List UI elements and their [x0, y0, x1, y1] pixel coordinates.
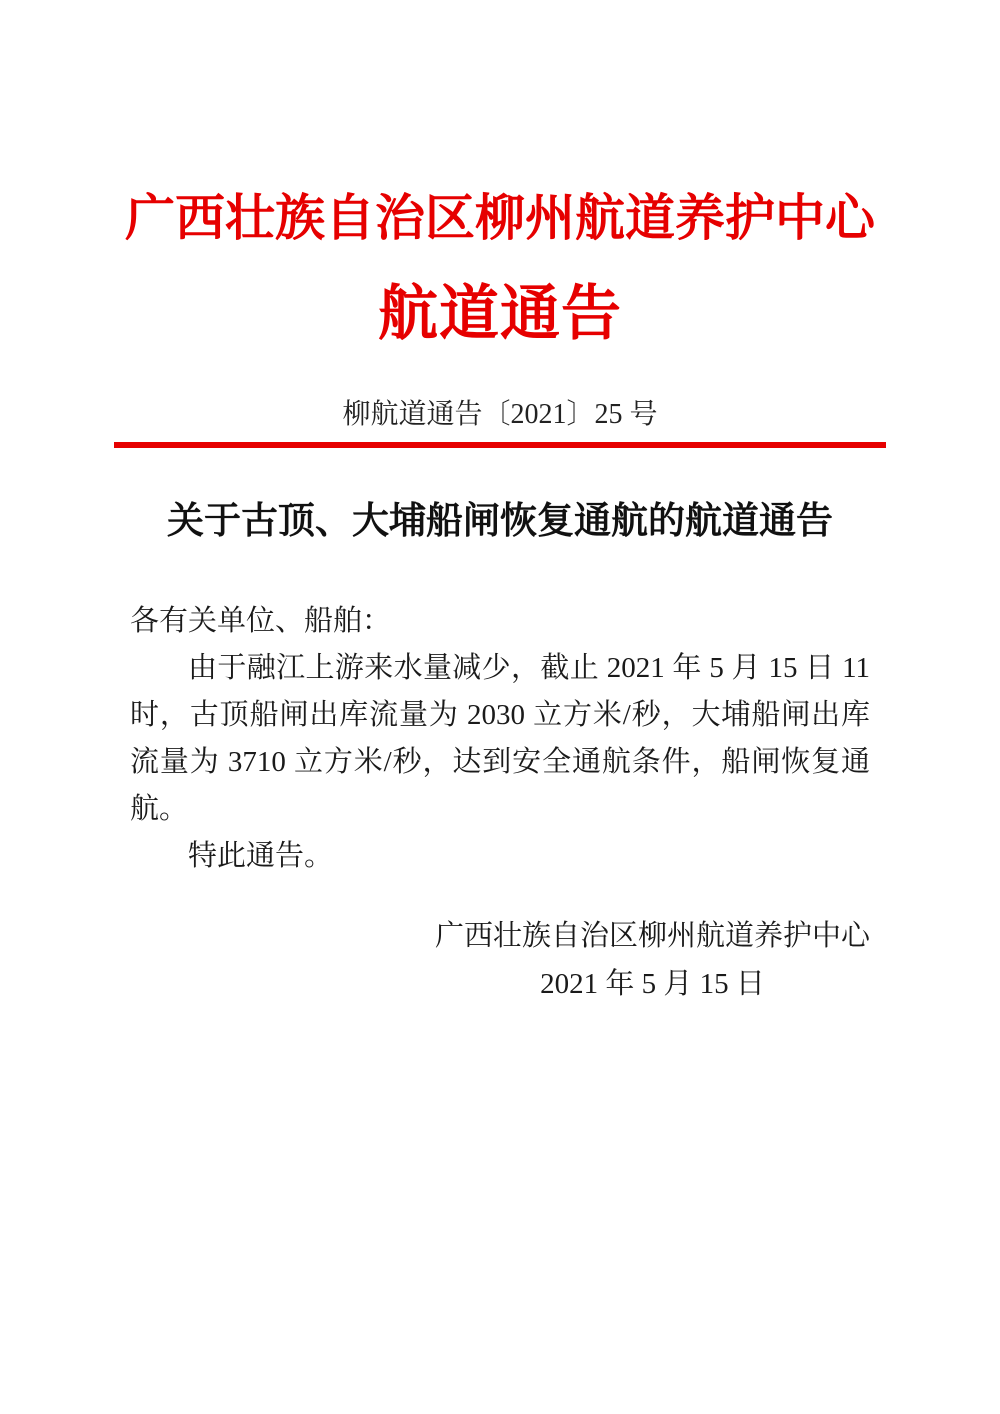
signature-date: 2021 年 5 月 15 日	[540, 968, 765, 1000]
org-title-line1: 广西壮族自治区柳州航道养护中心	[125, 190, 875, 246]
notice-subject-title: 关于古顶、大埔船闸恢复通航的航道通告	[167, 501, 833, 542]
signature-org: 广西壮族自治区柳州航道养护中心	[434, 920, 870, 952]
closing-line: 特此通告。	[188, 840, 334, 872]
body-paragraph: 由于融江上游来水量减少，截止 2021 年 5 月 15 日 11 时，古顶船闸出库流量为 2030 立方米/秒，大埔船闸出库流量为 3710 立方米/秒，达到安全通航条件，船闸恢复通航。	[130, 652, 870, 825]
doc-number: 柳航道通告〔2021〕25 号	[342, 399, 658, 430]
notice-body	[130, 598, 870, 880]
salutation: 各有关单位、船舶：	[130, 605, 392, 637]
document-header	[0, 0, 1000, 362]
header-divider-rule	[114, 442, 886, 448]
org-title-line2: 航道通告	[378, 281, 622, 347]
signature-block	[435, 912, 870, 1008]
